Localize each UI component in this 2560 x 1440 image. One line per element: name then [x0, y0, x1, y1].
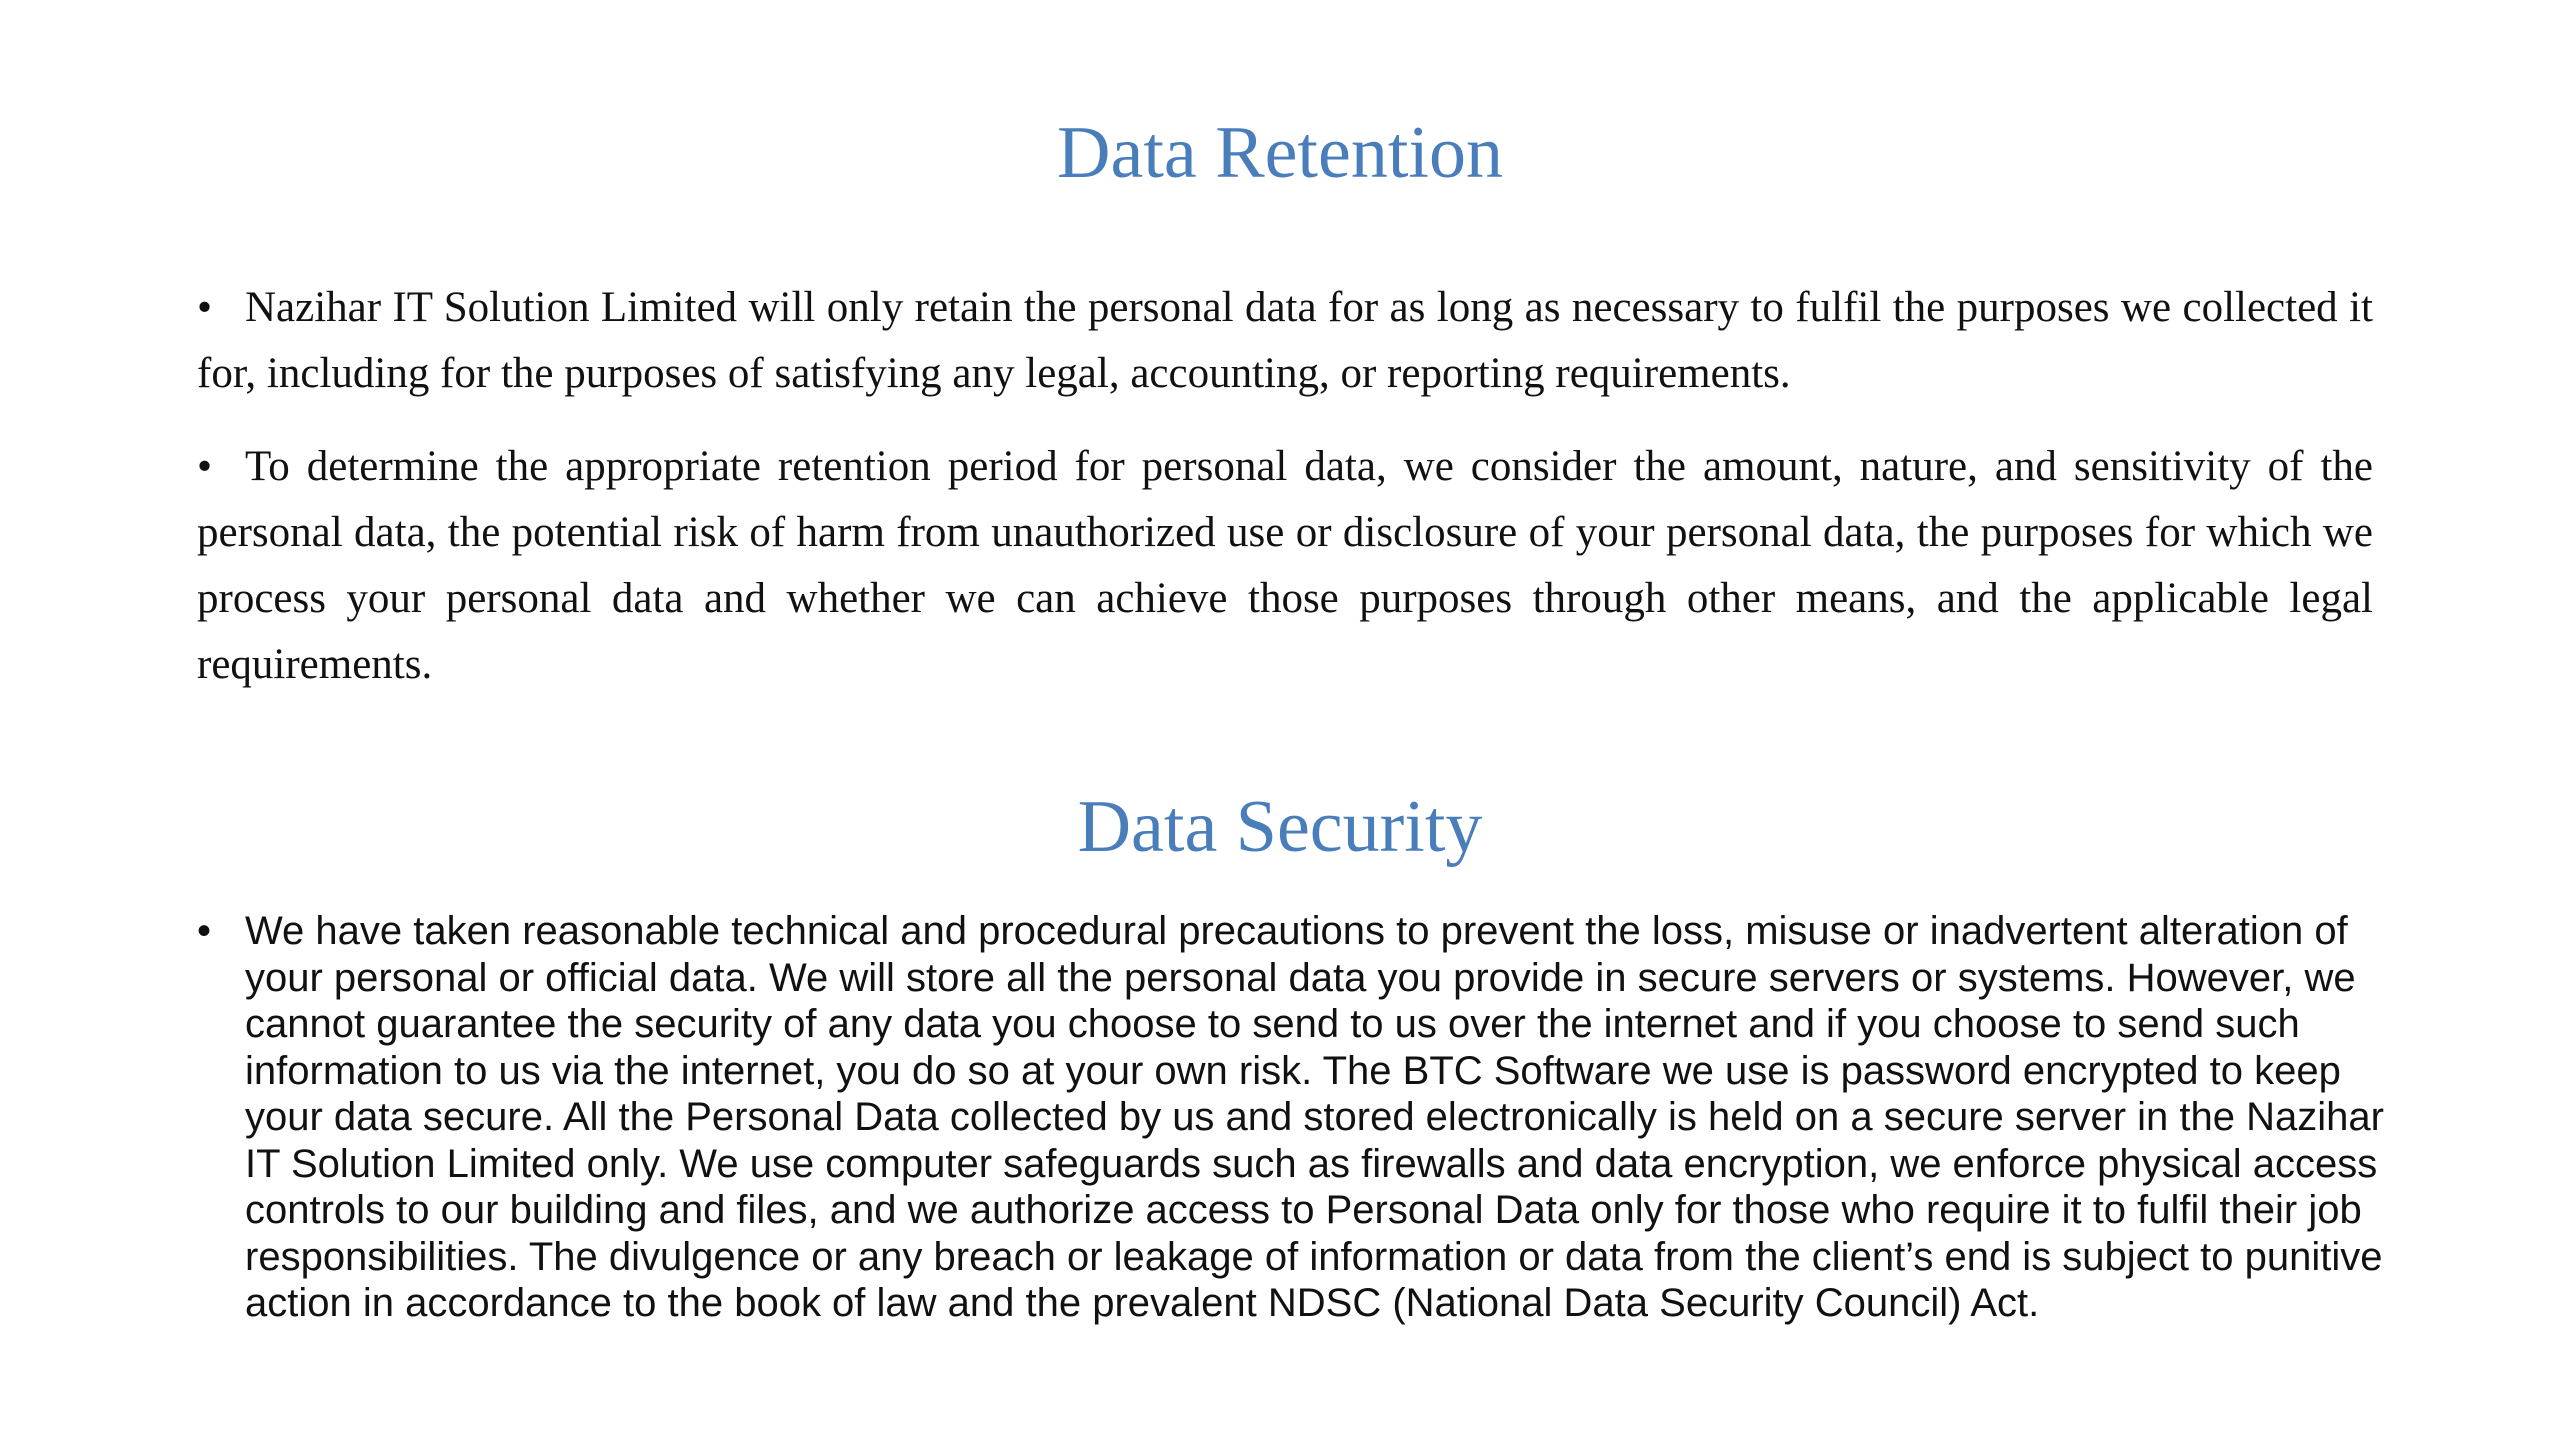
- data-retention-heading: Data Retention: [1057, 112, 1503, 194]
- security-bullet: [197, 908, 2397, 1327]
- data-security-heading: Data Security: [1077, 786, 1483, 868]
- retention-paragraph-2: To determine the appropriate retention period for personal data, we consider the amount, nature, and sensitivity of the personal data, the potential risk of harm from unauthorized use or disclosure of your personal data, the purposes for which we process your personal data and whether we can achieve those purposes through other means, and the applicable legal requirements.: [197, 443, 2373, 688]
- bullet-icon: •: [197, 909, 212, 953]
- retention-paragraph-1: Nazihar IT Solution Limited will only retain the personal data for as long as necessary to fulfil the purposes we collected it for, including for the purposes of satisfying any legal, accounting, or reporting requirements.: [197, 284, 2373, 397]
- bullet-icon: •: [197, 443, 213, 490]
- retention-bullet-1: [197, 275, 2373, 407]
- retention-bullet-2: [197, 434, 2373, 698]
- bullet-icon: •: [197, 284, 213, 331]
- security-paragraph: We have taken reasonable technical and procedural precautions to prevent the loss, misuse or inadvertent alteration of your personal or official data. We will store all the personal data you provide in secure servers or systems. However, we cannot guarantee the security of any data you choose to send to us over the internet and if you choose to send such information to us via the internet, you do so at your own risk. The BTC Software we use is password encrypted to keep your data secure. All the Personal Data collected by us and stored electronically is held on a secure server in the Nazihar IT Solution Limited only. We use computer safeguards such as firewalls and data encryption, we enforce physical access controls to our building and files, and we authorize access to Personal Data only for those who require it to fulfil their job responsibilities. The divulgence or any breach or leakage of information or data from the client’s end is subject to punitive action in accordance to the book of law and the prevalent NDSC (National Data Security Council) Act.: [245, 909, 2384, 1325]
